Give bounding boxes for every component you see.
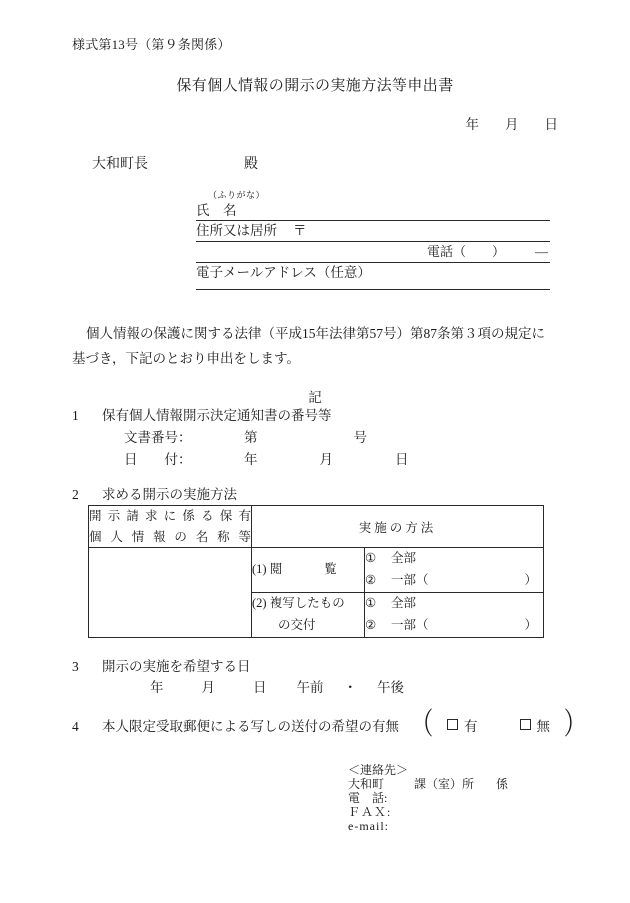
option-label: 一部（: [391, 617, 429, 632]
section-1-fields: [124, 427, 409, 471]
contact-email-label: e-mail:: [348, 819, 389, 833]
method-2-label: 複写したもの: [269, 596, 345, 610]
option-marker: ①: [365, 596, 377, 610]
ki-marker: 記: [308, 390, 322, 405]
checkbox-yes-label: 有: [464, 718, 478, 734]
option-marker: ②: [365, 617, 377, 632]
method-2-number: (2): [252, 596, 267, 610]
name-label: 氏 名: [196, 202, 237, 218]
document-number-gou: 号: [353, 430, 367, 445]
section-3-heading: [72, 655, 251, 675]
option-marker: ②: [365, 573, 377, 588]
section-2-number: 2: [72, 487, 79, 502]
contact-section: 係: [496, 777, 509, 791]
notice-date-year: 年: [244, 452, 258, 467]
option-row[interactable]: [365, 593, 543, 615]
table-header-right: 実施の方法: [252, 506, 544, 548]
submission-month-label: 月: [505, 117, 519, 132]
statement-paragraph: 個人情報の保護に関する法律（平成15年法律第57号）第87条第３項の規定に基づき，下記のとおり申出をします。: [72, 326, 545, 366]
contact-phone-label: 電 話:: [348, 791, 388, 805]
contact-title: ＜連絡先＞: [348, 763, 409, 777]
open-bracket: （: [410, 708, 434, 741]
ampm-separator: ・: [343, 680, 357, 695]
postal-mark-icon: 〒: [293, 222, 307, 238]
document-number-row[interactable]: [124, 427, 409, 449]
table-header-left: [89, 506, 252, 548]
furigana-label: （ふりがな）: [208, 190, 266, 200]
notice-date-month: 月: [319, 452, 333, 467]
option-row[interactable]: [365, 615, 543, 637]
contact-org-row: [348, 776, 508, 790]
close-bracket: ）: [563, 708, 587, 741]
option-row[interactable]: [365, 570, 543, 592]
method-1-label: 閲: [269, 562, 283, 577]
form-number: 様式第13号（第９条関係）: [72, 37, 231, 52]
section-3-fields[interactable]: [150, 676, 404, 696]
page-title: 保有個人情報の開示の実施方法等申出書: [176, 78, 454, 94]
method-cell-browse: [252, 548, 365, 593]
address-label: 住所又は居所: [196, 222, 277, 238]
option-label: 一部（: [391, 573, 429, 588]
table-header-row: [89, 506, 544, 548]
contact-fax-row: [348, 804, 508, 818]
notice-date-label: 日 付：: [124, 452, 192, 467]
option-label: 全部: [391, 596, 417, 610]
option-marker: ①: [365, 551, 377, 566]
options-cell-browse: [365, 548, 544, 593]
section-4-title: 本人限定受取郵便による写しの送付の希望の有無: [102, 718, 399, 734]
applicant-block: [196, 190, 550, 290]
option-close-paren: ）: [524, 617, 538, 632]
option-row[interactable]: [365, 548, 543, 570]
table-header-left-line2: 個人情報の名称等: [89, 529, 251, 544]
table-row: [89, 548, 544, 593]
registered-mail-choice-group: [407, 708, 590, 741]
section-1-heading: [72, 404, 332, 424]
section-3-number: 3: [72, 659, 79, 674]
table-header-left-line1: 開示請求に係る保有: [89, 509, 251, 523]
method-2-label2: の交付: [278, 617, 316, 632]
phone-open-paren: （: [452, 243, 466, 259]
section-2-heading: [72, 483, 237, 503]
method-1-label2: 覧: [324, 562, 337, 577]
am-option[interactable]: 午前: [296, 680, 324, 695]
addressee-name: 大和町長: [92, 157, 148, 172]
submission-day-label: 日: [544, 117, 558, 132]
phone-field-row[interactable]: [196, 242, 550, 263]
notice-date-row[interactable]: [124, 449, 409, 471]
contact-email-row: [348, 818, 508, 832]
checkbox-yes[interactable]: [447, 719, 458, 730]
addressee: [92, 153, 258, 173]
desired-day-label: 日: [253, 680, 267, 695]
checkbox-no[interactable]: [520, 719, 531, 730]
submission-year-label: 年: [465, 117, 479, 132]
section-4-heading: [72, 708, 590, 741]
contact-fax-label: ＦＡＸ:: [348, 805, 392, 819]
section-2-title: 求める開示の実施方法: [102, 487, 237, 502]
section-4-number: 4: [72, 718, 79, 734]
submission-date-line: [466, 113, 559, 133]
phone-label: 電話: [426, 243, 453, 259]
disclosure-target-input-cell[interactable]: [89, 548, 252, 638]
method-cell-copy: [252, 593, 365, 638]
section-1-number: 1: [72, 408, 79, 423]
method-1-number: (1): [252, 562, 267, 577]
pm-option[interactable]: 午後: [377, 680, 404, 695]
disclosure-method-table: [88, 505, 544, 638]
address-field-row[interactable]: [196, 221, 550, 242]
section-1-title: 保有個人情報開示決定通知書の番号等: [102, 408, 332, 423]
email-label: 電子メールアドレス（任意）: [196, 264, 371, 280]
document-number-label: 文書番号：: [124, 430, 192, 445]
email-label-row: [196, 263, 550, 283]
desired-year-label: 年: [150, 680, 164, 695]
email-field-rule[interactable]: [196, 283, 550, 290]
option-close-paren: ）: [524, 573, 538, 588]
name-field-row[interactable]: [196, 201, 550, 221]
notice-date-day: 日: [395, 452, 409, 467]
phone-close-paren: ）: [491, 243, 505, 259]
phone-dash: ―: [535, 243, 548, 259]
contact-block: [348, 762, 508, 832]
checkbox-no-label: 無: [536, 718, 550, 734]
contact-org: 大和町: [348, 777, 385, 791]
desired-month-label: 月: [201, 680, 215, 695]
document-number-dai: 第: [244, 430, 258, 445]
section-3-title: 開示の実施を希望する日: [102, 659, 251, 674]
option-label: 全部: [391, 551, 417, 566]
options-cell-copy: [365, 593, 544, 638]
contact-phone-row: [348, 790, 508, 804]
contact-division: 課（室）所: [414, 777, 475, 791]
addressee-honorific: 殿: [244, 157, 258, 172]
